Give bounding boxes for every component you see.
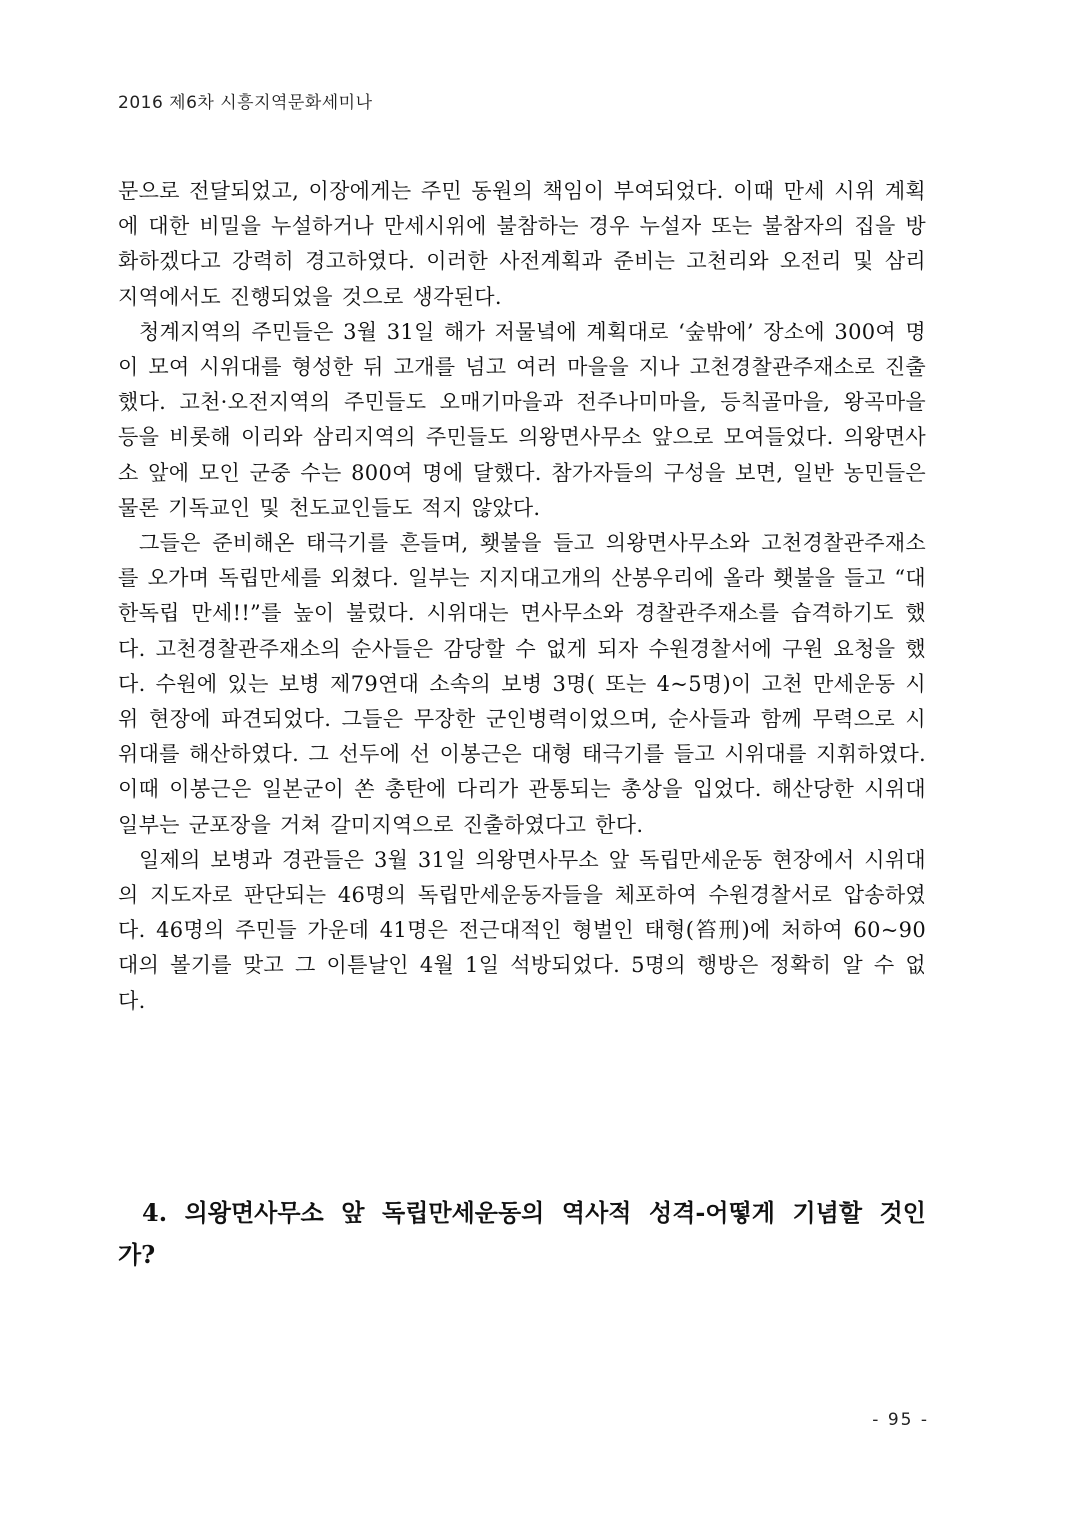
paragraph-cheonggye-residents: 청계지역의 주민들은 3월 31일 해가 저물녘에 계획대로 ‘숲밖에’ 장소에 300여 명이 모여 시위대를 형성한 뒤 고개를 넘고 여러 마을을 지나 고천경찰관주재소로 진출했다. 고천·오전지역의 주민들도 오매기마을과 전주나미마을, 등칙골마을, 왕곡마을 등을 비롯해 이리와 삼리지역의 주민들도 의왕면사무소 앞으로 모여들었다. 의왕면사소 앞에 모인 군중 수는 800여 명에 달했다. 참가자들의 구성을 보면, 일반 농민들은 물론 기독교인 및 천도교인들도 적지 않았다.: [118, 319, 926, 520]
body-text: [118, 174, 926, 1019]
section-heading: 4. 의왕면사무소 앞 독립만세운동의 역사적 성격-어떻게 기념할 것인가?: [118, 1198, 926, 1269]
paragraph-arrests: 일제의 보병과 경관들은 3월 31일 의왕면사무소 앞 독립만세운동 현장에서 시위대의 지도자로 판단되는 46명의 독립만세운동자들을 체포하여 수원경찰서로 압송하였다. 46명의 주민들 가운데 41명은 전근대적인 형벌인 태형(笞刑)에 처하여 60~90대의 볼기를 맞고 그 이튿날인 4월 1일 석방되었다. 5명의 행방은 정확히 알 수 없다.: [118, 847, 926, 1013]
paragraph-torch-demonstration: 그들은 준비해온 태극기를 흔들며, 횃불을 들고 의왕면사무소와 고천경찰관주재소를 오가며 독립만세를 외쳤다. 일부는 지지대고개의 산봉우리에 올라 횃불을 들고 “대한독립 만세!!”를 높이 불렀다. 시위대는 면사무소와 경찰관주재소를 습격하기도 했다. 고천경찰관주재소의 순사들은 감당할 수 없게 되자 수원경찰서에 구원 요청을 했다. 수원에 있는 보병 제79연대 소속의 보병 3명( 또는 4~5명)이 고천 만세운동 시위 현장에 파견되었다. 그들은 무장한 군인병력이었으며, 순사들과 함께 무력으로 시위대를 해산하였다. 그 선두에 선 이봉근은 대형 태극기를 들고 시위대를 지휘하였다. 이때 이봉근은 일본군이 쏜 총탄에 다리가 관통되는 총상을 입었다. 해산당한 시위대 일부는 군포장을 거쳐 갈미지역으로 진출하였다고 한다.: [118, 531, 926, 837]
paragraph-continued: 문으로 전달되었고, 이장에게는 주민 동원의 책임이 부여되었다. 이때 만세 시위 계획에 대한 비밀을 누설하거나 만세시위에 불참하는 경우 누설자 또는 불참자의 집을 방화하겠다고 강력히 경고하였다. 이러한 사전계획과 준비는 고천리와 오전리 및 삼리지역에서도 진행되었을 것으로 생각된다.: [118, 179, 926, 309]
running-header: 2016 제6차 시흥지역문화세미나: [118, 93, 373, 113]
page-number: - 95 -: [872, 1410, 929, 1430]
